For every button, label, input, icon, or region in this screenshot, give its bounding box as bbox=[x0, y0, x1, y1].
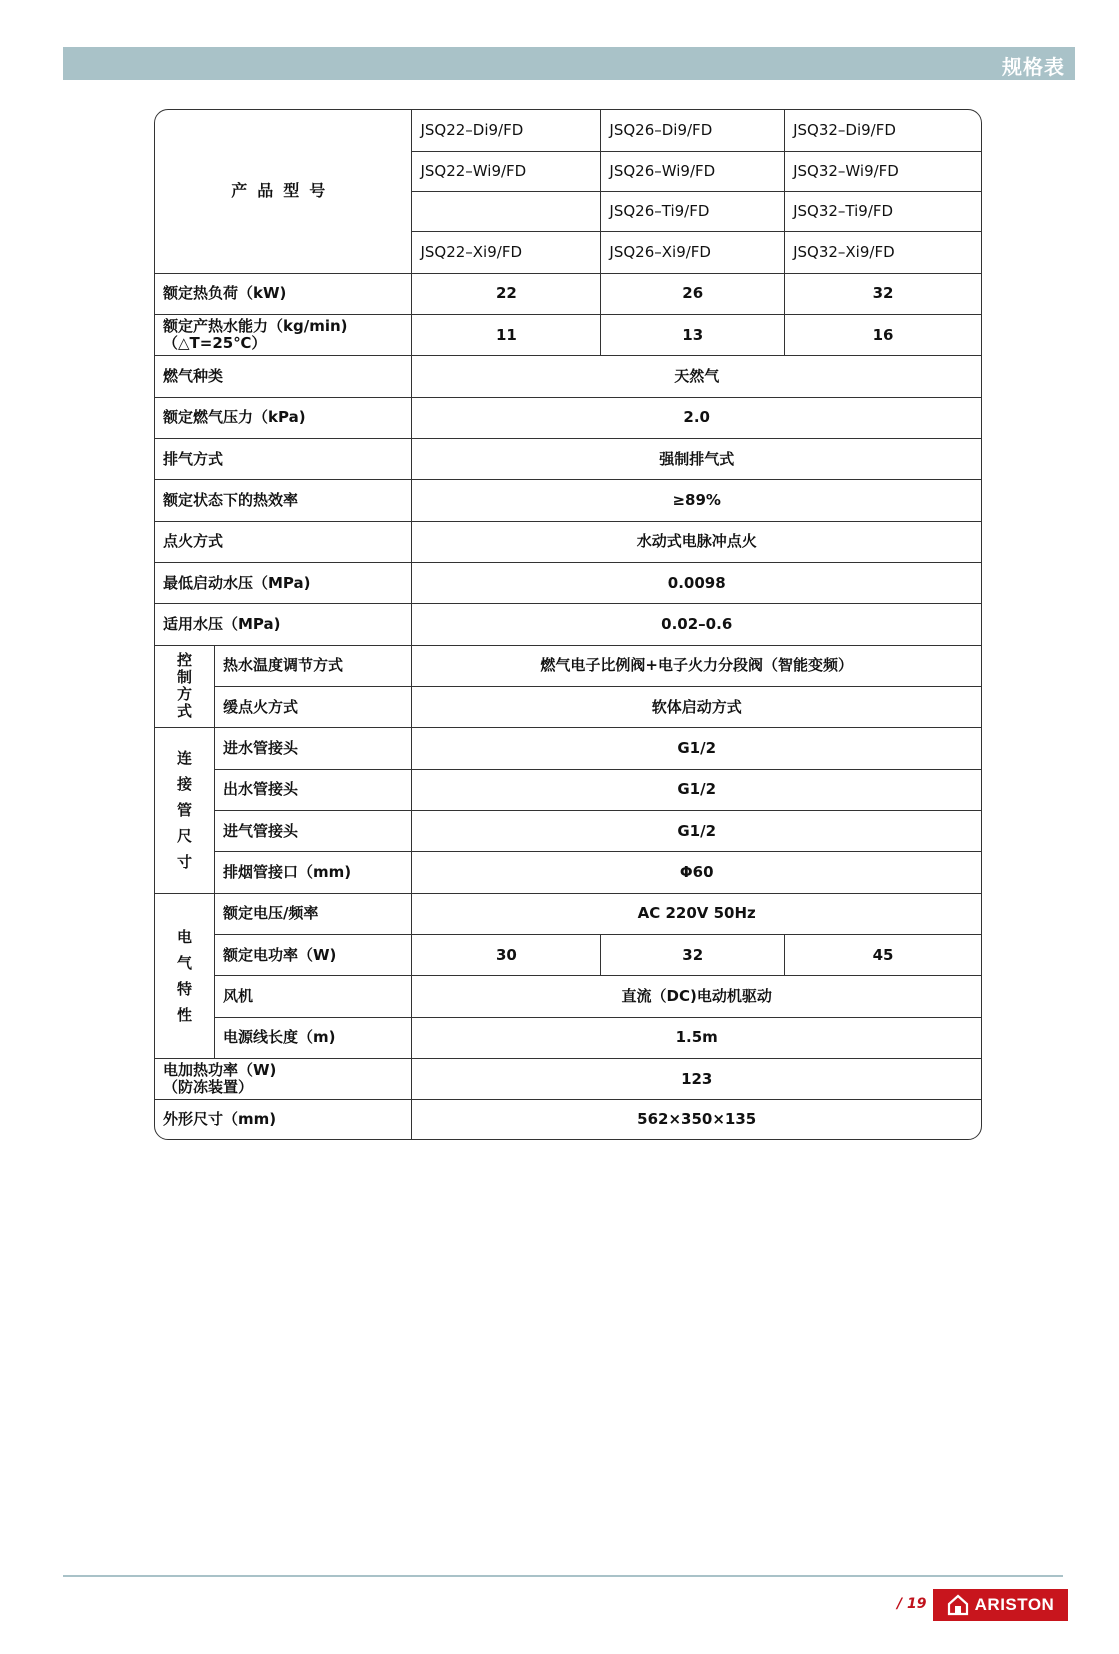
table-row bbox=[155, 315, 981, 356]
table-row bbox=[155, 480, 981, 521]
value-cell: 16 bbox=[785, 315, 981, 356]
value-cell: 直流（DC)电动机驱动 bbox=[412, 976, 981, 1017]
table-row bbox=[155, 439, 981, 480]
row-label-line2: （防冻装置） bbox=[163, 1078, 254, 1097]
value-cell: 32 bbox=[601, 934, 785, 975]
row-label: 电源线长度（m) bbox=[214, 1017, 411, 1058]
table-row bbox=[155, 1017, 981, 1058]
row-label: 额定电功率（W) bbox=[214, 934, 411, 975]
value-cell: 0.0098 bbox=[412, 562, 981, 603]
footer-rule bbox=[63, 1575, 1063, 1577]
spec-table bbox=[155, 110, 981, 1139]
table-row bbox=[155, 728, 981, 769]
table-row bbox=[155, 562, 981, 603]
row-label: 热水温度调节方式 bbox=[214, 645, 411, 686]
model-cell: JSQ22–Wi9/FD bbox=[412, 151, 601, 191]
value-cell: 11 bbox=[412, 315, 601, 356]
row-label: 排气方式 bbox=[155, 439, 412, 480]
value-cell: 22 bbox=[412, 273, 601, 314]
value-cell: 水动式电脉冲点火 bbox=[412, 521, 981, 562]
value-cell: G1/2 bbox=[412, 769, 981, 810]
model-cell: JSQ32–Wi9/FD bbox=[785, 151, 981, 191]
value-cell: G1/2 bbox=[412, 728, 981, 769]
model-cell: JSQ26–Di9/FD bbox=[601, 110, 785, 151]
table-row bbox=[155, 1100, 981, 1139]
table-row bbox=[155, 934, 981, 975]
value-cell: 30 bbox=[412, 934, 601, 975]
value-cell: 562×350×135 bbox=[412, 1100, 981, 1139]
model-cell: JSQ22–Xi9/FD bbox=[412, 232, 601, 273]
value-cell: 45 bbox=[785, 934, 981, 975]
model-label-cell bbox=[155, 110, 412, 273]
row-label: 点火方式 bbox=[155, 521, 412, 562]
value-cell: 0.02–0.6 bbox=[412, 604, 981, 645]
table-row bbox=[155, 893, 981, 934]
value-cell: 13 bbox=[601, 315, 785, 356]
row-label-line1: 额定产热水能力（kg/min) bbox=[163, 317, 348, 336]
row-label: 适用水压（MPa) bbox=[155, 604, 412, 645]
row-label bbox=[155, 315, 412, 356]
group-label-electrical bbox=[155, 893, 214, 1058]
row-label: 额定热负荷（kW) bbox=[155, 273, 412, 314]
row-label: 额定状态下的热效率 bbox=[155, 480, 412, 521]
model-cell: JSQ32–Di9/FD bbox=[785, 110, 981, 151]
group-label: 控制方式 bbox=[176, 651, 192, 721]
row-label: 额定燃气压力（kPa) bbox=[155, 397, 412, 438]
table-row bbox=[155, 976, 981, 1017]
row-label: 出水管接头 bbox=[214, 769, 411, 810]
table-row bbox=[155, 645, 981, 686]
row-label: 额定电压/频率 bbox=[214, 893, 411, 934]
page-number: / 19 bbox=[897, 1596, 927, 1612]
table-row bbox=[155, 356, 981, 397]
header-bar bbox=[63, 47, 1075, 80]
model-cell bbox=[412, 192, 601, 232]
row-label: 缓点火方式 bbox=[214, 686, 411, 727]
brand-logo bbox=[933, 1589, 1068, 1621]
table-row bbox=[155, 1058, 981, 1099]
spec-table-frame bbox=[154, 109, 982, 1140]
value-cell: 燃气电子比例阀+电子火力分段阀（智能变频） bbox=[412, 645, 981, 686]
page-title: 规格表 bbox=[1002, 55, 1065, 79]
row-label: 进水管接头 bbox=[214, 728, 411, 769]
value-cell: 软体启动方式 bbox=[412, 686, 981, 727]
table-row bbox=[155, 604, 981, 645]
row-label-line1: 电加热功率（W) bbox=[163, 1061, 277, 1080]
model-cell: JSQ32–Ti9/FD bbox=[785, 192, 981, 232]
table-row bbox=[155, 397, 981, 438]
model-cell: JSQ26–Wi9/FD bbox=[601, 151, 785, 191]
value-cell: 123 bbox=[412, 1058, 981, 1099]
brand-name: ARISTON bbox=[974, 1595, 1055, 1614]
table-row bbox=[155, 686, 981, 727]
row-label: 风机 bbox=[214, 976, 411, 1017]
model-label: 产品型号 bbox=[231, 181, 336, 201]
group-label-control bbox=[155, 645, 214, 728]
model-cell: JSQ32–Xi9/FD bbox=[785, 232, 981, 273]
group-label: 电气特性 bbox=[176, 927, 192, 1024]
row-label: 燃气种类 bbox=[155, 356, 412, 397]
table-row bbox=[155, 273, 981, 314]
group-label-connection bbox=[155, 728, 214, 893]
row-label: 最低启动水压（MPa) bbox=[155, 562, 412, 603]
value-cell: ≥89% bbox=[412, 480, 981, 521]
table-row bbox=[155, 769, 981, 810]
value-cell: 2.0 bbox=[412, 397, 981, 438]
value-cell: 强制排气式 bbox=[412, 439, 981, 480]
value-cell: 32 bbox=[785, 273, 981, 314]
table-row bbox=[155, 521, 981, 562]
group-label: 连接管尺寸 bbox=[176, 749, 192, 872]
model-cell: JSQ22–Di9/FD bbox=[412, 110, 601, 151]
value-cell: Φ60 bbox=[412, 852, 981, 893]
house-icon bbox=[947, 1594, 969, 1616]
value-cell: 26 bbox=[601, 273, 785, 314]
table-row bbox=[155, 110, 981, 151]
row-label bbox=[155, 1058, 412, 1099]
value-cell: 天然气 bbox=[412, 356, 981, 397]
model-cell: JSQ26–Xi9/FD bbox=[601, 232, 785, 273]
row-label-line2: （△T=25℃） bbox=[163, 334, 267, 353]
model-cell: JSQ26–Ti9/FD bbox=[601, 192, 785, 232]
row-label: 排烟管接口（mm) bbox=[214, 852, 411, 893]
value-cell: 1.5m bbox=[412, 1017, 981, 1058]
row-label: 进气管接头 bbox=[214, 810, 411, 851]
value-cell: AC 220V 50Hz bbox=[412, 893, 981, 934]
table-row bbox=[155, 810, 981, 851]
table-row bbox=[155, 852, 981, 893]
row-label: 外形尺寸（mm) bbox=[155, 1100, 412, 1139]
value-cell: G1/2 bbox=[412, 810, 981, 851]
